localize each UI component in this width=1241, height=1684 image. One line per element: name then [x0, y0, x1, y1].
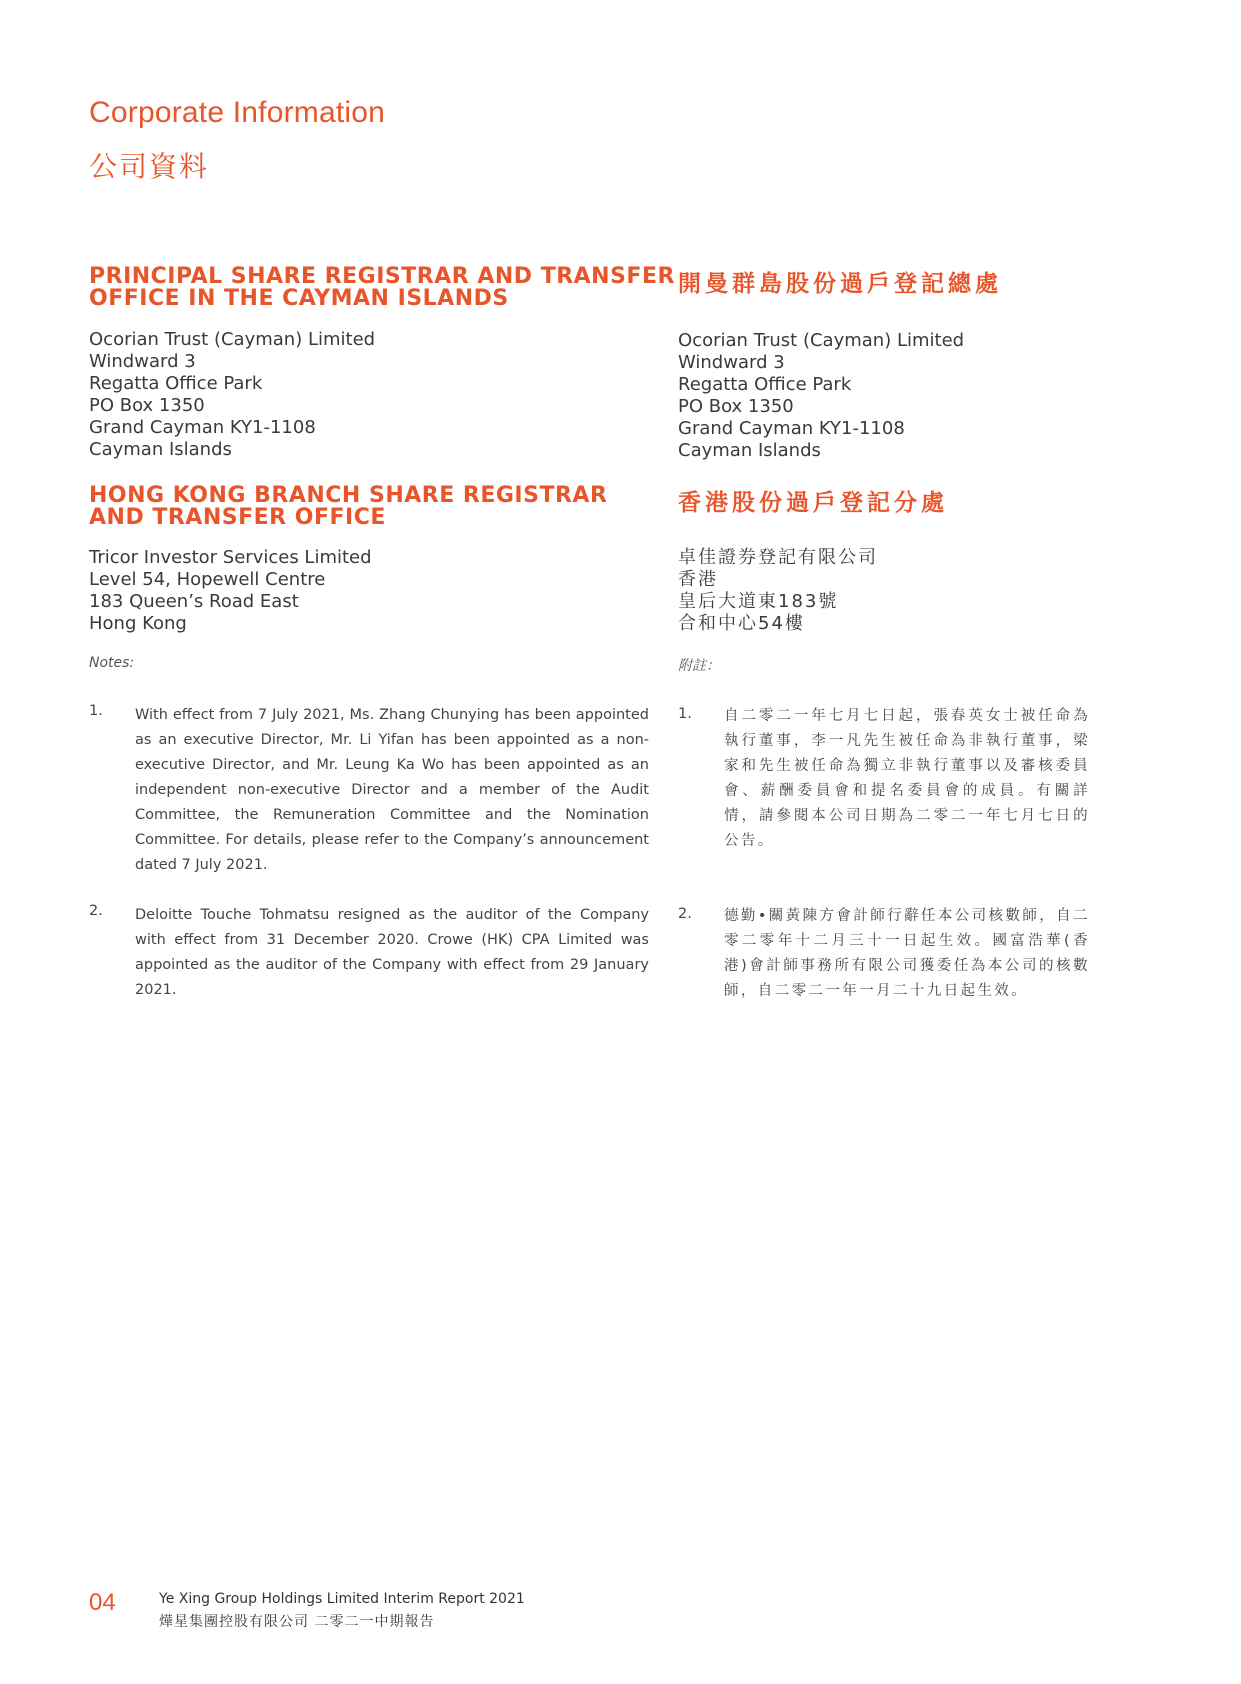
hk-registrar-heading-en [89, 485, 607, 529]
cayman-registrar-heading-en [89, 266, 675, 310]
cayman-registrar-heading-zh: 開曼群島股份過戶登記總處 [678, 271, 1002, 297]
note-number: 2. [89, 903, 103, 919]
heading-line: HONG KONG BRANCH SHARE REGISTRAR [89, 483, 608, 508]
note-text-zh-1: 自二零二一年七月七日起，張春英女士被任命為執行董事，李一凡先生被任命為非執行董事，梁家和先生被任命為獨立非執行董事以及審核委員會、薪酬委員會和提名委員會的成員。有關詳情，請參閱本公司日期為二零二一年七月七日的公告。 [724, 708, 1090, 849]
address-line: Regatta Office Park [89, 373, 263, 394]
heading-line: OFFICE IN THE CAYMAN ISLANDS [89, 286, 509, 311]
heading-line: AND TRANSFER OFFICE [89, 505, 386, 530]
address-line: Regatta Office Park [678, 374, 852, 395]
hk-registrar-heading-zh: 香港股份過戶登記分處 [678, 490, 948, 516]
address-line: 皇后大道東183號 [678, 591, 839, 612]
heading-line: PRINCIPAL SHARE REGISTRAR AND TRANSFER [89, 264, 675, 289]
address-line: Hong Kong [89, 613, 187, 634]
cayman-address-en [89, 329, 375, 461]
note-text-en-2: Deloitte Touche Tohmatsu resigned as the auditor of the Company with effect from 31 December 2020. Crowe (HK) CPA Limited was appointed as the auditor of the Company with effect from 29 January 2021. [135, 907, 649, 998]
address-line: Grand Cayman KY1-1108 [89, 417, 316, 438]
address-line: Windward 3 [678, 352, 785, 373]
footer-report-title-zh: 燁星集團控股有限公司 二零二一中期報告 [159, 1614, 435, 1630]
hk-address-en [89, 547, 372, 635]
notes-label-zh: 附註： [678, 658, 720, 674]
page-number: 04 [89, 1589, 116, 1616]
footer-report-title-en: Ye Xing Group Holdings Limited Interim Report 2021 [159, 1591, 525, 1607]
note-text-zh-2: 德勤•關黃陳方會計師行辭任本公司核數師，自二零二零年十二月三十一日起生效。國富浩華(香港)會計師事務所有限公司獲委任為本公司的核數師，自二零二一年一月二十九日起生效。 [724, 908, 1090, 999]
address-line: 卓佳證券登記有限公司 [678, 547, 878, 568]
note-number: 1. [89, 703, 103, 719]
address-line: 183 Queen’s Road East [89, 591, 299, 612]
cayman-address-zh [678, 330, 964, 462]
address-line: Ocorian Trust (Cayman) Limited [678, 330, 965, 351]
address-line: Cayman Islands [89, 439, 232, 460]
page-title-zh: 公司資料 [89, 150, 210, 183]
address-line: PO Box 1350 [678, 396, 794, 417]
hk-address-zh [678, 547, 878, 635]
address-line: Tricor Investor Services Limited [89, 547, 372, 568]
address-line: 合和中心54樓 [678, 613, 805, 634]
note-number: 1. [678, 706, 692, 722]
address-line: Level 54, Hopewell Centre [89, 569, 326, 590]
notes-label-en: Notes: [89, 655, 135, 671]
note-text-en-1: With effect from 7 July 2021, Ms. Zhang Chunying has been appointed as an executive Director, Mr. Li Yifan has been appointed as a non-executive Director, and Mr. Leung Ka Wo has been appointed as an independent non-executive Director and a member of the Audit Committee, the Remuneration Committee and the Nomination Committee. For details, please refer to the Company’s announcement dated 7 July 2021. [135, 707, 649, 873]
address-line: Grand Cayman KY1-1108 [678, 418, 905, 439]
address-line: Ocorian Trust (Cayman) Limited [89, 329, 376, 350]
address-line: 香港 [678, 569, 718, 590]
page-title-en: Corporate Information [89, 96, 386, 129]
address-line: Cayman Islands [678, 440, 821, 461]
address-line: Windward 3 [89, 351, 196, 372]
address-line: PO Box 1350 [89, 395, 205, 416]
note-number: 2. [678, 906, 692, 922]
